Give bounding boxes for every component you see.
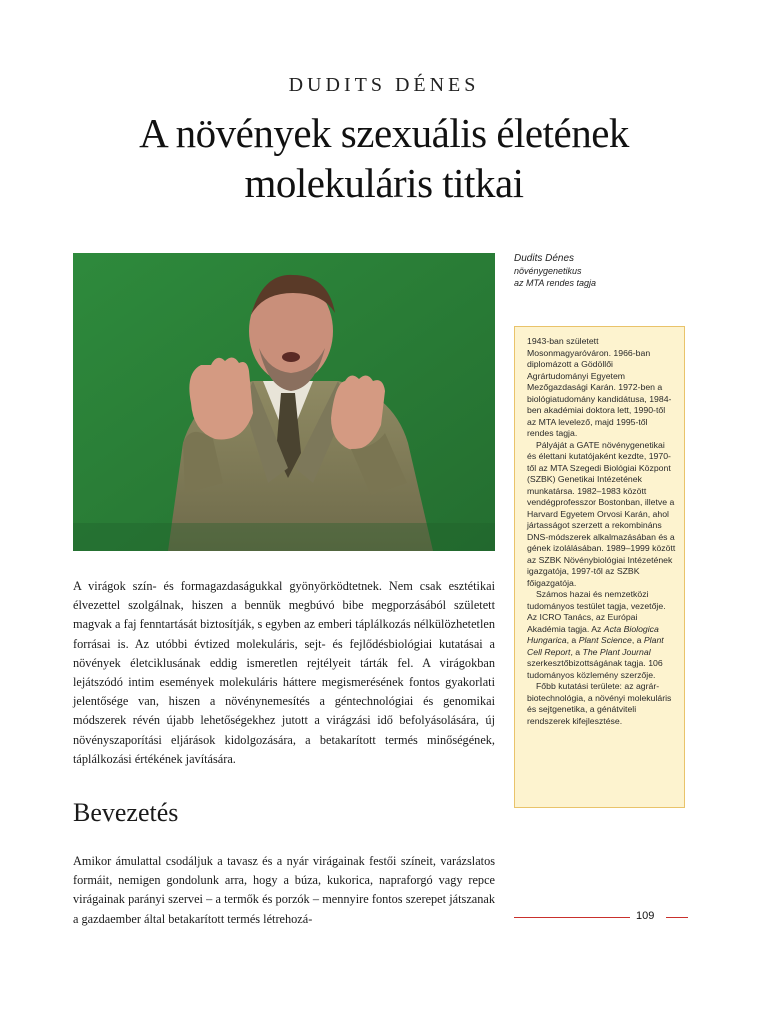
article-title xyxy=(40,108,728,208)
footer-rule-right xyxy=(666,917,688,918)
journal-name: Plant Science xyxy=(578,635,632,645)
journal-name: Acta Biologica Hungarica xyxy=(527,623,659,645)
portrait-photo-icon xyxy=(73,253,495,551)
biography-box xyxy=(514,326,685,808)
bio-paragraph-1: 1943-ban született Mosonmagyaróváron. 1966-ban diplomázott a Gödöllői Agrártudományi Egyetem Mezőgazdasági Karán. 1972-ben a biológiatudomány kandidátusa, 1984-ben akadémiai doktora lett, 1990-től az MTA levelező, majd 1995-től rendes tagja. xyxy=(527,336,672,438)
bio-text: szerkesztőbizottságának tagja. 106 tudományos közlemény szerzője. xyxy=(527,658,663,680)
bio-text: , a xyxy=(570,646,583,657)
title-line-1: A növények szexuális életének xyxy=(139,110,629,156)
journal-name: The Plant Journal xyxy=(582,646,651,657)
bio-paragraph-3 xyxy=(527,589,676,681)
intro-paragraph: A virágok szín- és formagazdaságukkal gyönyörködtetnek. Nem csak esztétikai élvezettel szolgálnak, hiszen a bennük megbúvó bibe megporzásából született magvak a faj fenntartását biztosítják, s egyben az emberi táplálkozás nélkülözhetetlen forrásai is. Az utóbbi évtized molekuláris, sejt- és fejlődésbiológiai kutatásai a növények életciklusának eddig ismeretlen rejtélyeit tárták fel. A virágokban lejátszódó intim események molekuláris háttere megismerésének fontos gyakorlati jelentősége van, hiszen a növénynemesítés a géntechnológiai és genomikai módszerek révén újabb lehetőségekhez jutott a virágzási idő befolyásolására, új növényszaporítási eljárások kidolgozására, a betakarított termés minőségének, táplálkozási értékének javítására. xyxy=(73,579,495,766)
bio-text: , a xyxy=(566,635,579,645)
bio-paragraph-2: Pályáját a GATE növénygenetikai és élettani kutatójaként kezdte, 1970-től az MTA Szegedi Biológiai Központ (SZBK) Genetikai Intézetének munkatársa. 1982–1983 között vendégprofesszor Bostonban, illetve a Harvard Egyetem Orvosi Karán, ahol jártasságot szerzett a rekombináns DNS-módszerek alkalmazásában és a gének izolálásában. 1989–1999 között az SZBK Növénybiológiai Intézetének igazgatója, 1997-től az SZBK főigazgatója. xyxy=(527,439,676,588)
article-author: DUDITS DÉNES xyxy=(288,74,480,96)
footer-rule-left xyxy=(514,917,630,918)
author-portrait-photo xyxy=(73,253,495,551)
section-paragraph: Amikor ámulattal csodáljuk a tavasz és a nyár virágainak festői színeit, varázslatos formáit, nemigen gondolunk arra, hogy a búza, kukorica, napraforgó vagy repce virágainak parányi szervei – a termők és porzók – mennyire fontos szerepet játszanak a gazdaember által betakarított termés létrehozá- xyxy=(73,854,495,926)
sidebar-author-role: növénygenetikus xyxy=(514,266,582,276)
sidebar-author-info xyxy=(514,253,694,289)
title-line-2: molekuláris titkai xyxy=(244,160,524,206)
bio-paragraph-4: Főbb kutatási területe: az agrár-biotechnológia, a növényi molekuláris és sejtgenetika, a génátviteli rendszerek kifejlesztése. xyxy=(527,681,672,726)
sidebar-author-membership: az MTA rendes tagja xyxy=(514,278,597,288)
bio-text: Számos hazai és nemzetközi tudományos testület tagja, vezetője. Az ICRO Tanács, az Európai Akadémia tagja. Az xyxy=(527,589,666,634)
page-number: 109 xyxy=(636,910,655,922)
journal-name: Plant Cell Report xyxy=(527,635,664,657)
section-heading: Bevezetés xyxy=(73,798,179,827)
bio-text: , a xyxy=(631,635,644,645)
sidebar-author-name: Dudits Dénes xyxy=(514,253,575,264)
